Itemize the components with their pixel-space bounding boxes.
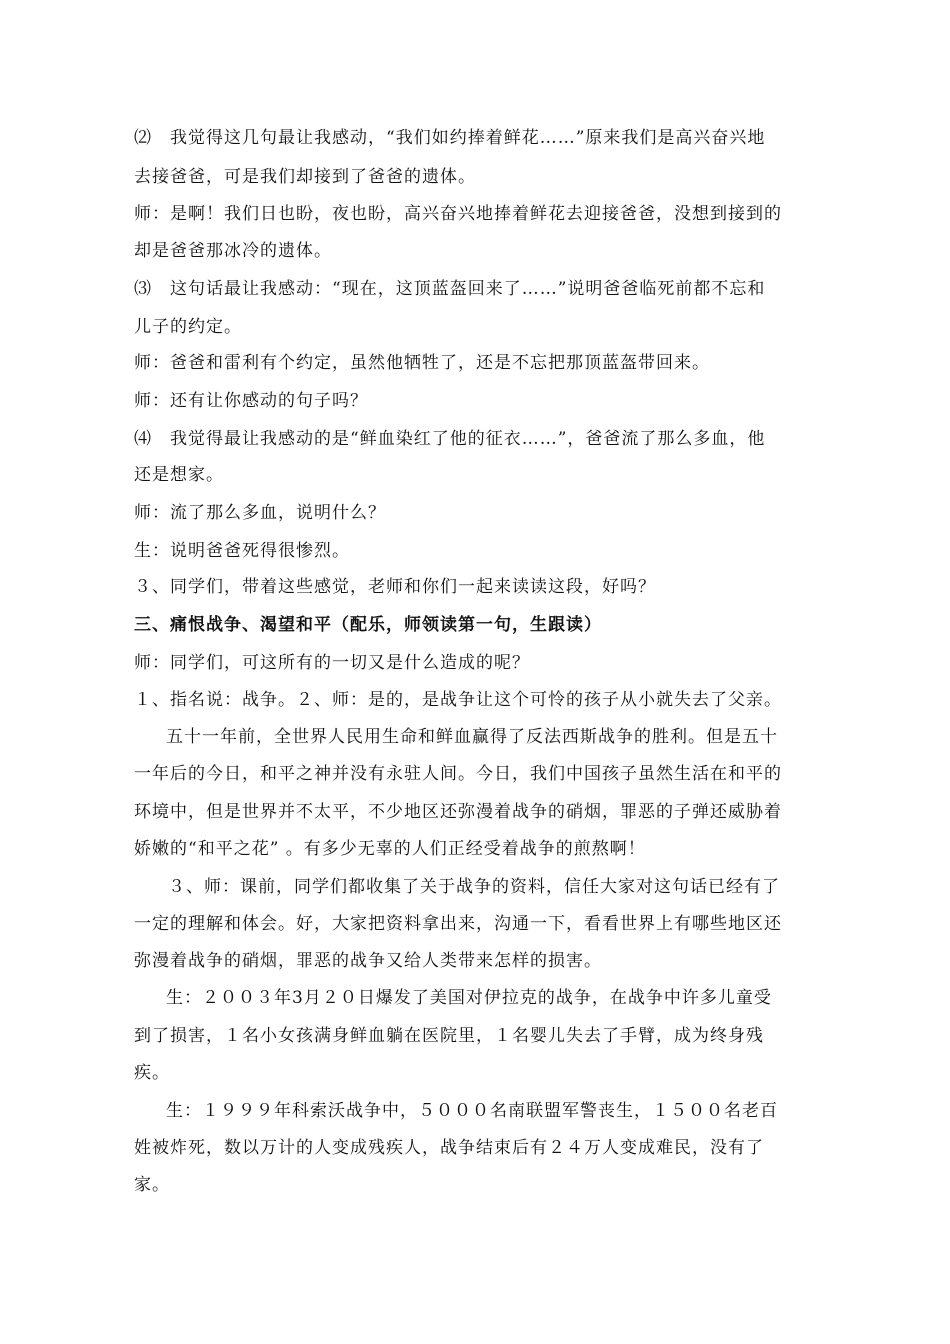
text-line: 家。 bbox=[134, 1175, 170, 1195]
text-line: 弥漫着战争的硝烟，罪恶的战争又给人类带来怎样的损害。 bbox=[134, 951, 602, 971]
text-line: 师：爸爸和雷利有个约定，虽然他牺牲了，还是不忘把那顶蓝盔带回来。 bbox=[134, 353, 710, 373]
text-line: 一定的理解和体会。好，大家把资料拿出来，沟通一下，看看世界上有哪些地区还 bbox=[134, 914, 782, 934]
text-line: 疾。 bbox=[134, 1063, 170, 1083]
text-line: ⑷ 我觉得最让我感动的是“鲜血染红了他的征衣……”，爸爸流了那么多血，他 bbox=[134, 429, 766, 449]
text-line: 生：２００３年3月２０日爆发了美国对伊拉克的战争，在战争中许多儿童受 bbox=[166, 988, 772, 1008]
text-line: 五十一年前，全世界人民用生命和鲜血赢得了反法西斯战争的胜利。但是五十 bbox=[166, 727, 778, 747]
text-line: 娇嫩的“和平之花” 。有多少无辜的人们正经受着战争的煎熬啊！ bbox=[134, 839, 646, 859]
text-line: 师：同学们，可这所有的一切又是什么造成的呢？ bbox=[134, 653, 530, 673]
text-line: 环境中，但是世界并不太平，不少地区还弥漫着战争的硝烟，罪恶的子弹还威胁着 bbox=[134, 802, 782, 822]
text-line: 生：１９９９年科索沃战争中，５０００名南联盟军警丧生，１５００名老百 bbox=[166, 1101, 778, 1121]
text-line: １、指名说：战争。２、师：是的，是战争让这个可怜的孩子从小就失去了父亲。 bbox=[134, 690, 782, 710]
text-line: 却是爸爸那冰冷的遗体。 bbox=[134, 241, 332, 261]
text-line: 师：还有让你感动的句子吗？ bbox=[134, 391, 368, 411]
text-line: 生：说明爸爸死得很惨烈。 bbox=[134, 541, 350, 561]
text-line: 去接爸爸，可是我们却接到了爸爸的遗体。 bbox=[134, 167, 476, 187]
text-line: ⑵ 我觉得这几句最让我感动，“我们如约捧着鲜花……”原来我们是高兴奋兴地 bbox=[134, 128, 766, 148]
text-line: ３、师：课前，同学们都收集了关于战争的资料，信任大家对这句话已经有了 bbox=[168, 877, 780, 897]
text-line: ⑶ 这句话最让我感动：“现在，这顶蓝盔回来了……”说明爸爸临死前都不忘和 bbox=[134, 279, 766, 299]
text-line: 一年后的今日，和平之神并没有永驻人间。今日，我们中国孩子虽然生活在和平的 bbox=[134, 764, 782, 784]
section-heading: 三、痛恨战争、渴望和平（配乐，师领读第一句，生跟读） bbox=[134, 615, 602, 635]
text-line: 姓被炸死，数以万计的人变成残疾人，战争结束后有２４万人变成难民，没有了 bbox=[134, 1138, 764, 1158]
text-line: 师：流了那么多血，说明什么？ bbox=[134, 503, 386, 523]
text-line: ３、同学们，带着这些感觉，老师和你们一起来读读这段，好吗？ bbox=[134, 577, 656, 597]
text-line: 还是想家。 bbox=[134, 465, 224, 485]
text-line: 到了损害，１名小女孩满身鲜血躺在医院里，１名婴儿失去了手臂，成为终身残 bbox=[134, 1026, 764, 1046]
text-line: 儿子的约定。 bbox=[134, 317, 242, 337]
text-line: 师：是啊！我们日也盼，夜也盼，高兴奋兴地捧着鲜花去迎接爸爸，没想到接到的 bbox=[134, 204, 782, 224]
